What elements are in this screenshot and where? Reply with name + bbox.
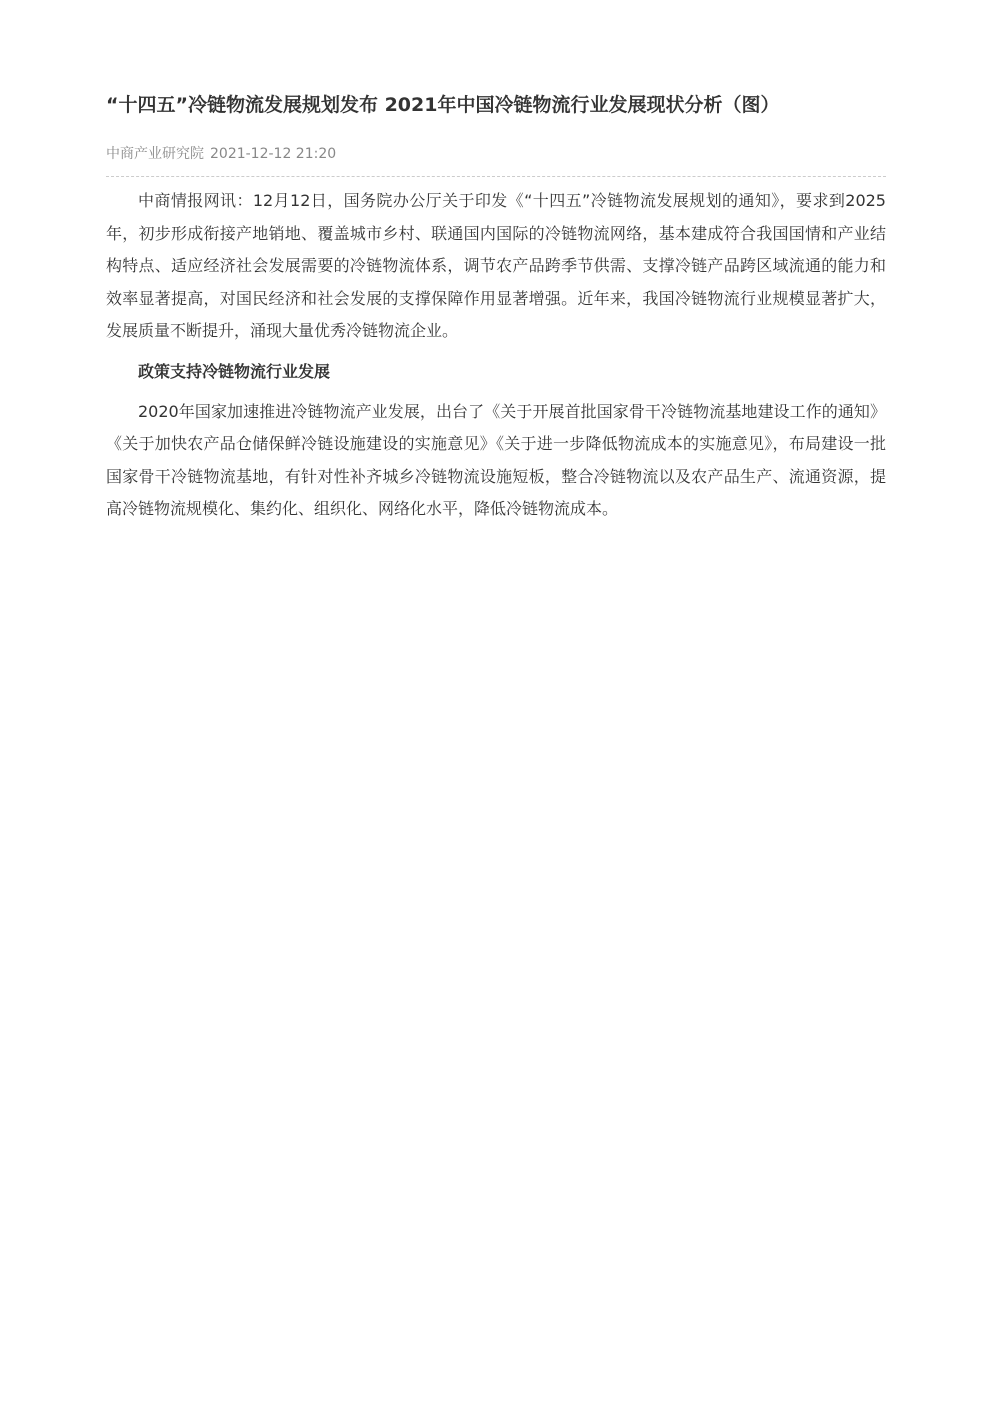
- article-datetime: 2021-12-12 21:20: [210, 146, 337, 162]
- article-meta: [106, 144, 886, 164]
- article-title: “十四五”冷链物流发展规划发布 2021年中国冷链物流行业发展现状分析（图）: [106, 94, 780, 116]
- article-source: 中商产业研究院: [106, 146, 204, 162]
- meta-divider: [106, 176, 886, 177]
- paragraph-intro: 中商情报网讯：12月12日，国务院办公厅关于印发《“十四五”冷链物流发展规划的通知》，要求到2025年，初步形成衔接产地销地、覆盖城市乡村、联通国内国际的冷链物流网络，基本建成符合我国国情和产业结构特点、适应经济社会发展需要的冷链物流体系，调节农产品跨季节供需、支撑冷链产品跨区域流通的能力和效率显著提高，对国民经济和社会发展的支撑保障作用显著增强。近年来，我国冷链物流行业规模显著扩大，发展质量不断提升，涌现大量优秀冷链物流企业。: [106, 191, 886, 340]
- section-heading: 政策支持冷链物流行业发展: [138, 361, 331, 381]
- article: [106, 88, 886, 526]
- paragraph-policy: 2020年国家加速推进冷链物流产业发展，出台了《关于开展首批国家骨干冷链物流基地建设工作的通知》《关于加快农产品仓储保鲜冷链设施建设的实施意见》《关于进一步降低物流成本的实施意见》，布局建设一批国家骨干冷链物流基地，有针对性补齐城乡冷链物流设施短板，整合冷链物流以及农产品生产、流通资源，提高冷链物流规模化、集约化、组织化、网络化水平，降低冷链物流成本。: [106, 401, 886, 518]
